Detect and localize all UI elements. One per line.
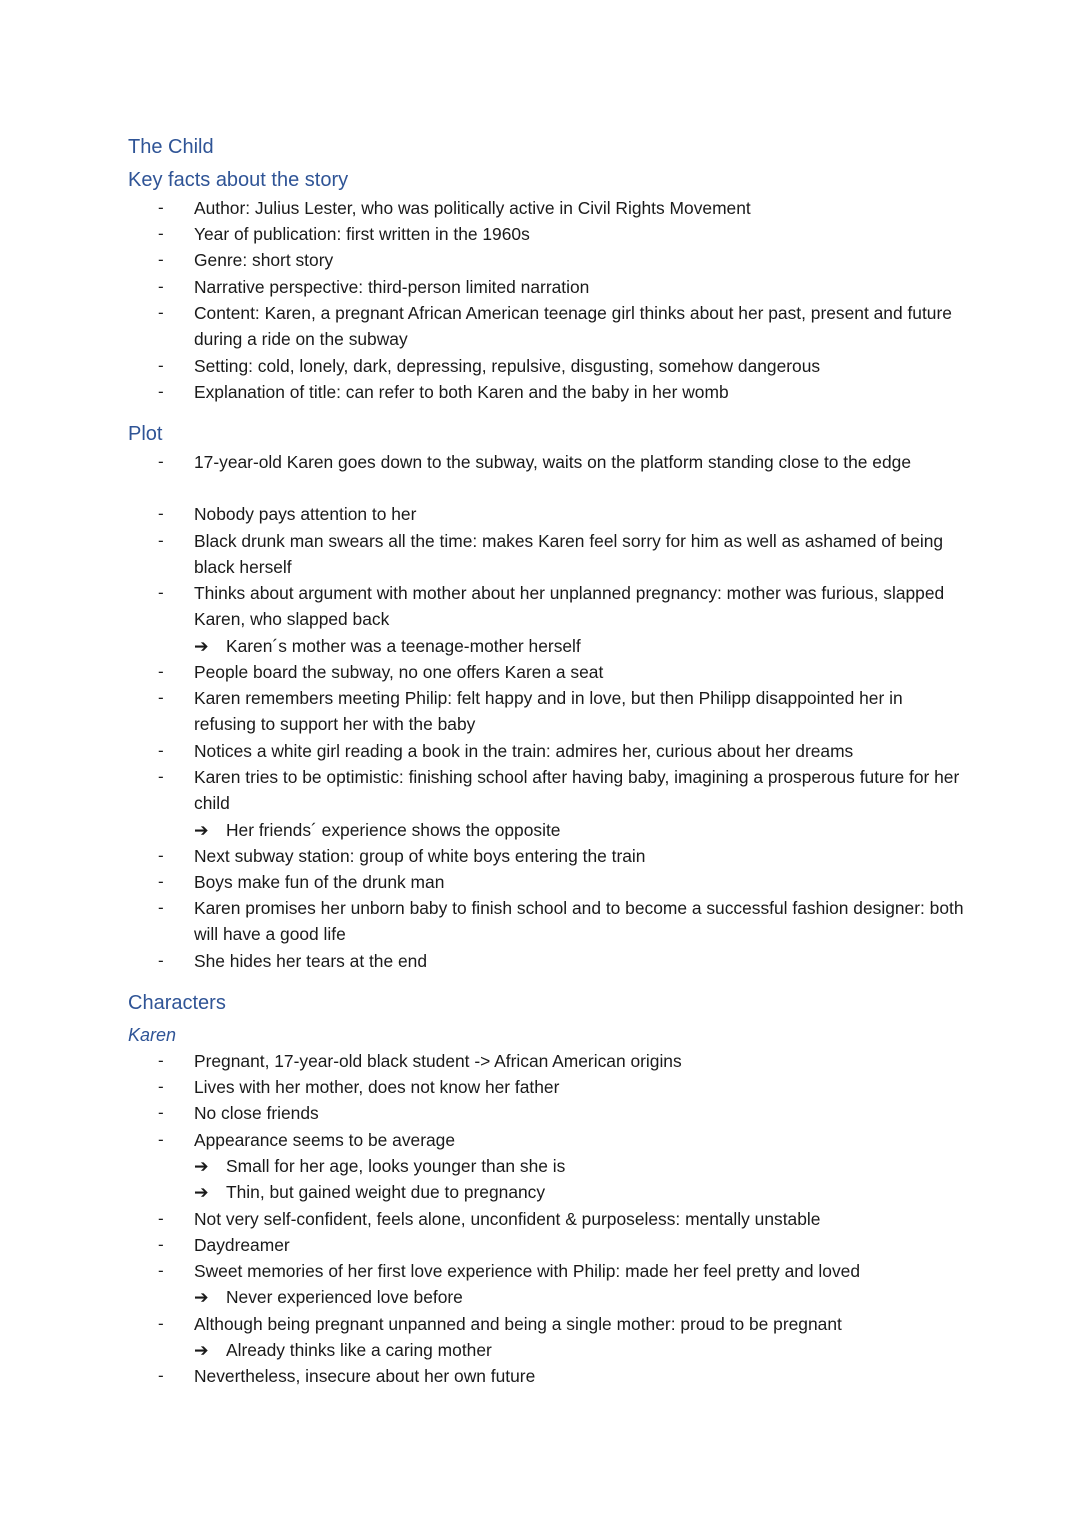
arrow-sub-item: ➔ Her friends´ experience shows the opposite: [194, 817, 964, 843]
arrow-right-icon: ➔: [194, 1156, 209, 1176]
arrow-right-icon: ➔: [194, 636, 209, 656]
arrow-sub-item: ➔ Small for her age, looks younger than she is: [194, 1153, 964, 1179]
document-page: The Child Key facts about the story - Author: Julius Lester, who was politically active in Civil Rights Movement - Year of publication: first written in the 1960s - Genre: short story - Narrative perspective: third-person limited narration - Content: Karen, a pregnant African American teenage girl thinks about her past, present and future during a ride on the subway - Setting: cold, lonely, dark, depressing, repulsive, disgusting, somehow dangerous - Explanation of title: can refer to both Karen and the baby in her womb Plot - 17-year-old Karen goes down to the subway, waits on the platform standing close to the edge - Nobody pays attention to her - Black drunk man swears all the time: makes Karen feel sorry for him as well as ashamed of being black herself - Thinks about argument with mother about her unplanned pregnancy: mother was furious, slapped Karen, who slapped back ➔ Karen´s mother was a teenage-mother herself - People board the subway, no one offers Karen a seat - Karen remembers meeting Philip: felt happy and in love, but then Philipp disappointed her in refusing to support her with the baby - Notices a white girl reading a book in the train: admires her, curious about her dreams - Karen tries to be optimistic: finishing school after having baby, imagining a prosperous future for her child ➔ Her friends´ experience shows the opposite - Next subway station: group of white boys entering the train - Boys make fun of the drunk man - Karen promises her unborn baby to finish school and to become a successful fashion designer: both will have a good life - She hides her tears at the end Characters Karen - Pregnant, 17-year-old black student -> African American origins - Lives with her mother, does not know her father - No close friends - Appearance seems to be average ➔ Small for her age, looks younger than she is ➔ Thin, but gained weight due to pregnancy - Not very self-confident, feels alone, unconfident & purposeless: mentally unstable - Daydreamer - Sweet memories of her first love experience with Philip: made her feel pretty and loved ➔ Never experienced love before - Although being pregnant unpanned and being a single mother: proud to be pregnant ➔ Already thinks like a caring mother - Nevertheless, insecure about her own future: [128, 136, 964, 1386]
arrow-right-icon: ➔: [194, 1182, 209, 1202]
arrow-sub-item: ➔ Already thinks like a caring mother: [194, 1337, 964, 1363]
arrow-right-icon: ➔: [194, 1340, 209, 1360]
key-facts-heading: Key facts about the story: [128, 169, 349, 191]
arrow-right-icon: ➔: [194, 820, 209, 840]
arrow-sub-item: ➔ Never experienced love before: [194, 1284, 964, 1310]
arrow-right-icon: ➔: [194, 1287, 209, 1307]
arrow-sub-item: ➔ Karen´s mother was a teenage-mother herself: [194, 633, 964, 659]
karen-subheading: Karen: [128, 1025, 177, 1045]
characters-heading: Characters: [128, 992, 226, 1014]
plot-heading: Plot: [128, 423, 163, 445]
document-title: The Child: [128, 136, 214, 158]
arrow-sub-item: ➔ Thin, but gained weight due to pregnancy: [194, 1179, 964, 1205]
